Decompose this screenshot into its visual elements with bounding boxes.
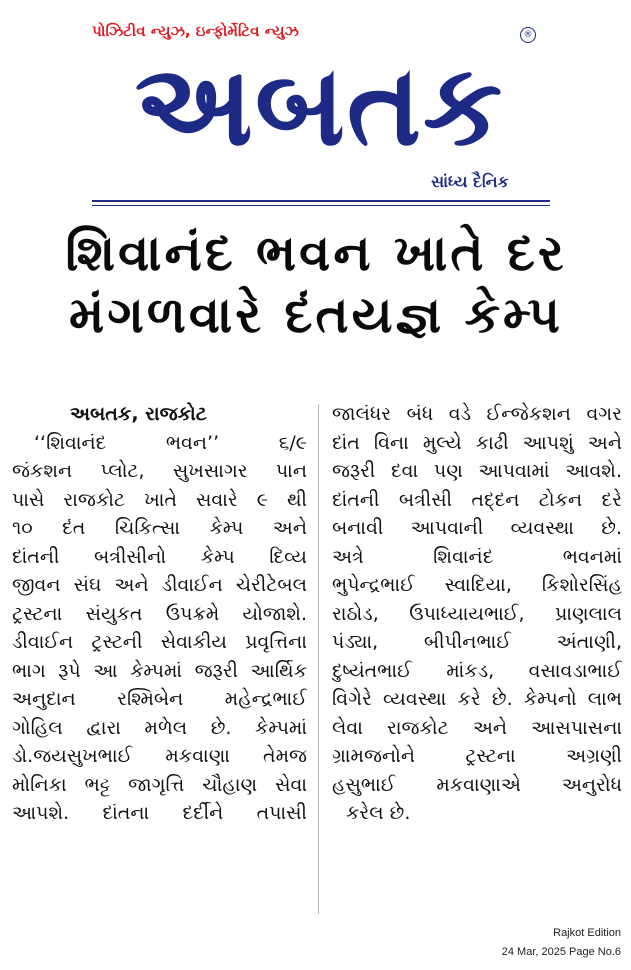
article-column-right — [332, 400, 622, 920]
body-line: ટ્રસ્ટના સંયુકત ઉપક્રમે યોજાશે. — [12, 602, 307, 625]
edition-info — [441, 924, 621, 962]
body-line: હસુભાઈ મકવાણાએ અનુરોધ — [332, 773, 622, 796]
body-line: જંકશન પ્લોટ, સુખસાગર પાન — [12, 460, 307, 482]
body-line: જીવન સંઘ અને ડીવાઈન ચેરીટેબલ — [12, 574, 307, 596]
article-headline — [14, 222, 618, 346]
body-line: અનુદાન રશ્મિબેન મહેન્દ્રભાઈ — [12, 688, 307, 710]
body-line: આપશે. દાંતના દર્દીને તપાસી — [12, 802, 307, 824]
body-line: ડો.જયસુખભાઈ મકવાણા તેમજ — [12, 745, 307, 767]
body-line: લેવા રાજકોટ અને આસપાસના — [332, 716, 622, 739]
headline-line-2: મંગળવારે દંતયજ્ઞ કેમ્પ — [69, 286, 563, 344]
body-line: ભુપેન્દ્રભાઈ સ્વાદિયા, કિશોરસિંહ — [332, 574, 622, 596]
masthead-rule — [92, 200, 550, 202]
body-line: દાંતની બત્રીસીનો કેમ્પ દિવ્ય — [12, 545, 307, 568]
body-line: દુષ્યંતભાઈ માંકડ, વસાવડાભાઈ — [332, 659, 622, 682]
body-line: ભાગ રૂપે આ કેમ્પમાં જરૂરી આર્થિક — [12, 659, 307, 682]
masthead-subtitle: સાંધ્ય દૈનિક — [431, 172, 509, 191]
body-line: બનાવી આપવાની વ્યવસ્થા છે. — [332, 517, 622, 539]
body-line: મોનિકા ભટ્ટ જાગૃત્તિ ચૌહાણ સેવા — [12, 773, 307, 796]
body-line: ગોહિલ દ્વારા મળેલ છે. કેમ્પમાં — [12, 716, 307, 739]
edition-name: Rajkot Edition — [553, 927, 621, 939]
newspaper-logo: અબતક — [134, 44, 505, 169]
body-line: ડીવાઈન ટ્રસ્ટની સેવાકીય પ્રવૃત્તિના — [12, 631, 307, 653]
body-line: રાઠોડ, ઉપાધ્યાયભાઈ, પ્રાણલાલ — [332, 602, 622, 625]
body-line: અત્રે શિવાનંદ ભવનમાં — [332, 545, 622, 568]
body-line: ૧૦ દંત ચિકિત્સા કેમ્પ અને — [12, 517, 307, 539]
registered-mark-icon: ® — [520, 27, 536, 43]
body-line: દાંત વિના મુલ્યે કાઢી આપશું અને — [332, 431, 622, 454]
body-line: ગ્રામજનોને ટ્રસ્ટના અગ્રણી — [332, 745, 622, 767]
column-divider — [318, 404, 319, 914]
body-line: જાલંધર બંધ વડે ઈન્જેકશન વગર — [332, 403, 622, 425]
body-line: કરેલ છે. — [346, 802, 411, 824]
headline-line-1: શિવાનંદ ભવન ખાતે દર — [65, 224, 567, 282]
body-line: પાસે રાજકોટ ખાતે સવારે ૯ થી — [12, 488, 307, 511]
masthead-tagline: પોઝિટીવ ન્યુઝ, ઇન્ફોર્મેટિવ ન્યુઝ — [92, 22, 299, 40]
article-column-left — [12, 400, 307, 920]
dateline: અબતક, રાજકોટ — [70, 403, 207, 425]
body-line: પંડ્યા, બીપીનભાઈ અંતાણી, — [332, 631, 622, 653]
masthead-rule-thin — [92, 205, 550, 206]
body-line: વિગેરે વ્યવસ્થા કરે છે. કેમ્પનો લાભ — [332, 688, 622, 710]
body-line: ‘‘શિવાનંદ ભવન’’ ૬/૯ — [34, 431, 307, 454]
body-line: દાંતની બત્રીસી તદ્દન ટોકન દરે — [332, 488, 622, 511]
body-line: જરૂરી દવા પણ આપવામાં આવશે. — [332, 460, 622, 482]
masthead — [0, 0, 631, 210]
edition-date-page: 24 Mar, 2025 Page No.6 — [501, 946, 621, 958]
